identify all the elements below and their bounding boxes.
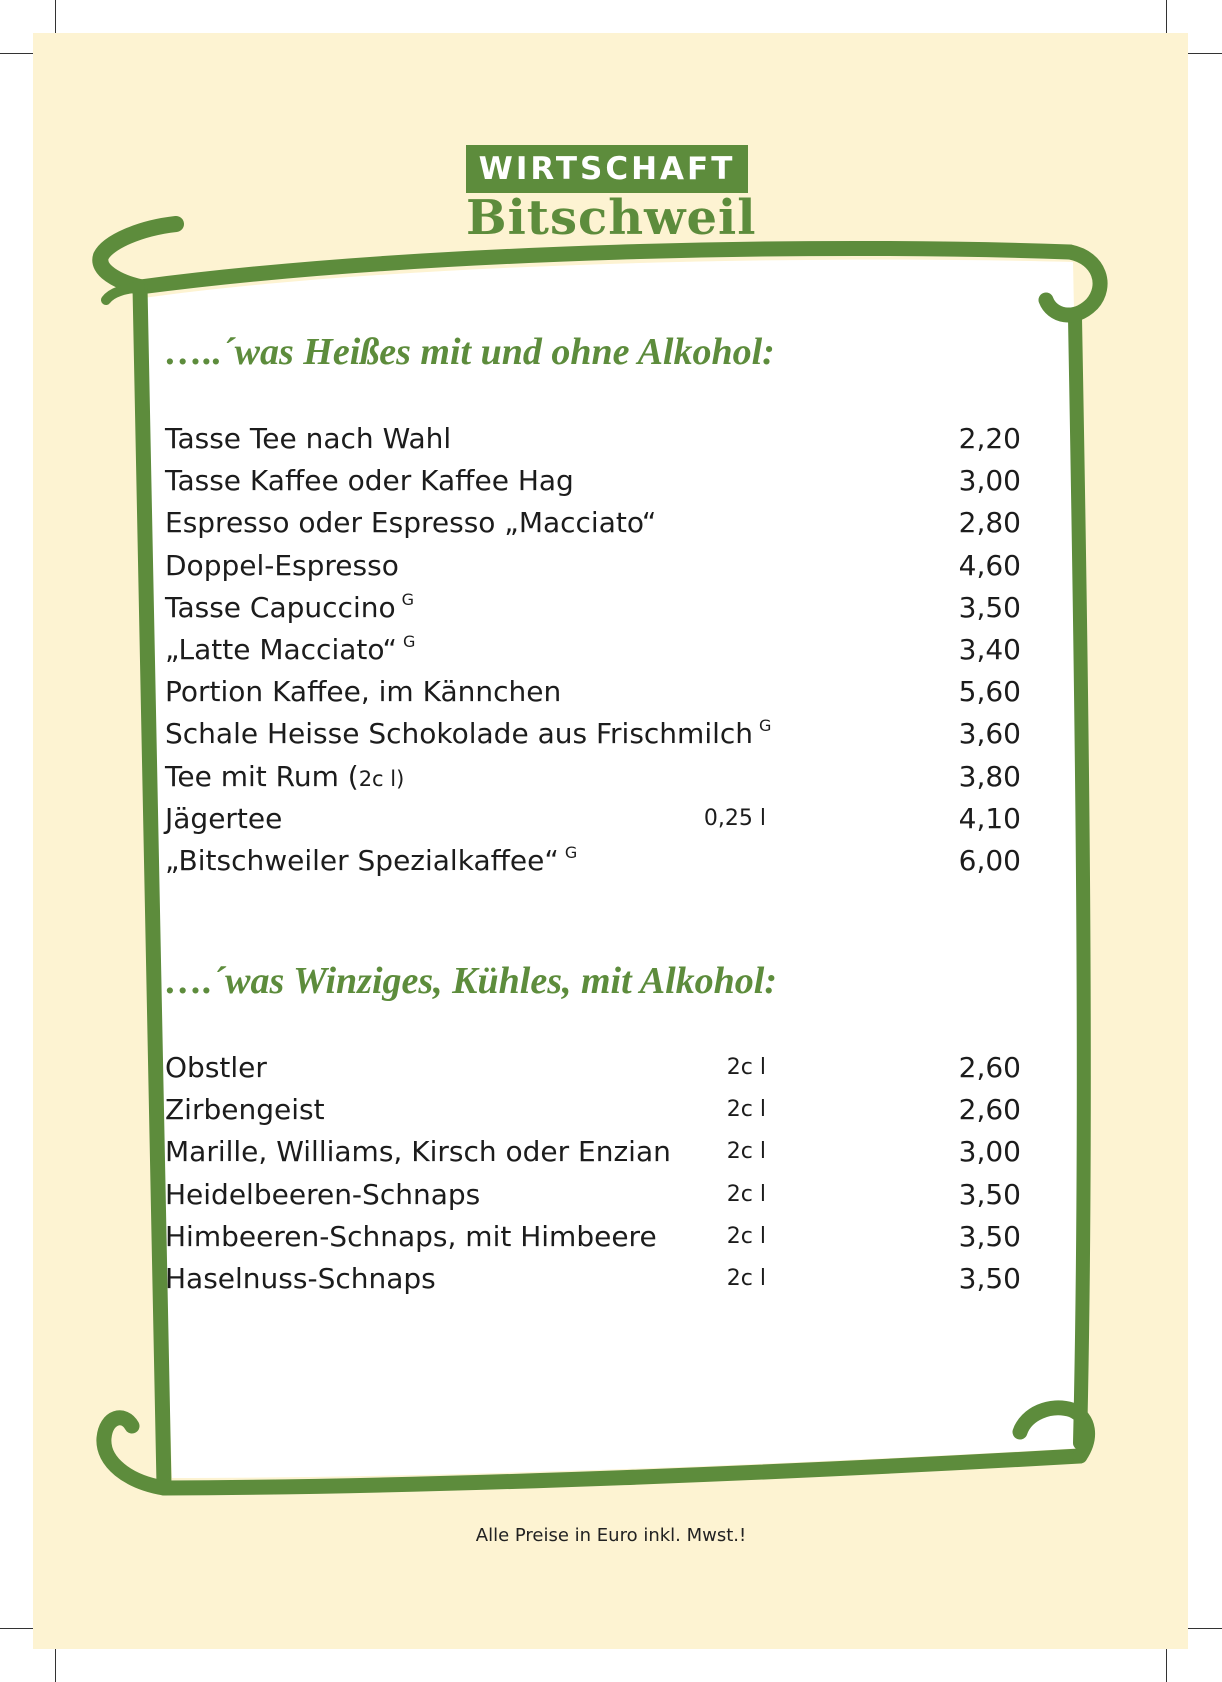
item-name: Tasse Tee nach Wahl	[165, 422, 452, 455]
item-price: 5,60	[958, 675, 1021, 709]
item-name: Espresso oder Espresso „Macciato“	[165, 506, 657, 540]
allergen-marker: G	[401, 589, 415, 609]
item-price: 4,60	[958, 548, 1021, 582]
item-name: Jägertee	[165, 801, 283, 835]
item-name: Haselnuss-Schnaps	[165, 1261, 436, 1295]
logo-wordmark-bitschweil: Bitschweil	[466, 190, 757, 246]
item-name: Tee mit Rum (2c l)	[165, 759, 405, 793]
menu-item	[165, 460, 1021, 502]
item-size: 2c l	[726, 1181, 766, 1207]
item-name: „Bitschweiler Spezialkaffee“ $^G$	[165, 842, 578, 877]
menu-item	[165, 756, 1021, 798]
item-price: 6,00	[958, 843, 1021, 877]
item-size: 2c l	[726, 1223, 766, 1249]
item-size: 2c l	[726, 1139, 766, 1165]
item-price: 3,50	[958, 590, 1021, 624]
item-volume-note: 2c l)	[358, 766, 405, 791]
item-size: 0,25 l	[703, 805, 766, 831]
item-size: 2c l	[726, 1265, 766, 1291]
scroll-curl-bottom-left	[104, 1418, 164, 1488]
allergen-marker: G	[564, 842, 578, 862]
restaurant-logo	[466, 145, 757, 246]
menu-item	[165, 840, 1021, 882]
item-price: 3,00	[958, 1135, 1021, 1169]
item-name: Tasse Capuccino $^G$	[165, 589, 415, 624]
item-size: 2c l	[726, 1097, 766, 1123]
allergen-marker: G	[402, 631, 416, 651]
item-price: 3,50	[958, 1219, 1021, 1253]
menu-item	[165, 1174, 1021, 1216]
menu-item	[165, 1047, 1021, 1089]
item-name: Doppel-Espresso	[165, 548, 399, 582]
item-price: 3,80	[958, 759, 1021, 793]
menu-item	[165, 545, 1021, 587]
menu-item	[165, 1131, 1021, 1173]
item-name: Schale Heisse Schokolade aus Frischmilch $^G$	[165, 716, 772, 751]
section-title-hot-drinks: …..´was Heißes mit und ohne Alkohol:	[165, 331, 775, 373]
menu-item	[165, 1258, 1021, 1300]
menu-item	[165, 798, 1021, 840]
logo-wordmark-wirtschaft: WIRTSCHAFT	[466, 145, 748, 193]
item-price: 3,50	[958, 1261, 1021, 1295]
item-price: 2,80	[958, 506, 1021, 540]
item-name: Portion Kaffee, im Kännchen	[165, 675, 562, 709]
item-name: Zirbengeist	[165, 1093, 325, 1127]
price-footnote: Alle Preise in Euro inkl. Mwst.!	[475, 1525, 747, 1546]
menu-item	[165, 502, 1021, 544]
menu-item	[165, 671, 1021, 713]
item-price: 3,50	[958, 1177, 1021, 1211]
menu-item	[165, 418, 1021, 460]
menu-item	[165, 713, 1021, 755]
menu-item	[165, 1216, 1021, 1258]
menu-item	[165, 629, 1021, 671]
menu-item	[165, 1089, 1021, 1131]
menu-item	[165, 587, 1021, 629]
allergen-marker: G	[759, 716, 772, 736]
item-name: Tasse Kaffee oder Kaffee Hag	[165, 464, 574, 498]
item-price: 2,60	[958, 1093, 1021, 1127]
item-price: 3,60	[958, 717, 1021, 751]
item-price: 2,20	[958, 422, 1021, 455]
item-name: „Latte Macciato“ $^G$	[165, 631, 416, 666]
item-name: Heidelbeeren-Schnaps	[165, 1177, 481, 1211]
item-price: 3,40	[958, 632, 1021, 666]
spirits-list	[165, 1047, 1021, 1300]
item-price: 4,10	[958, 801, 1021, 835]
scroll-right-edge	[1075, 318, 1084, 1443]
item-price: 2,60	[958, 1051, 1021, 1084]
item-name: Himbeeren-Schnaps, mit Himbeere	[165, 1219, 657, 1253]
item-name: Obstler	[165, 1051, 267, 1084]
section-title-spirits: ….´was Winziges, Kühles, mit Alkohol:	[165, 960, 778, 1002]
hot-drinks-list	[165, 418, 1021, 882]
item-price: 3,00	[958, 464, 1021, 498]
item-size: 2c l	[726, 1055, 766, 1080]
item-name: Marille, Williams, Kirsch oder Enzian	[165, 1135, 671, 1169]
